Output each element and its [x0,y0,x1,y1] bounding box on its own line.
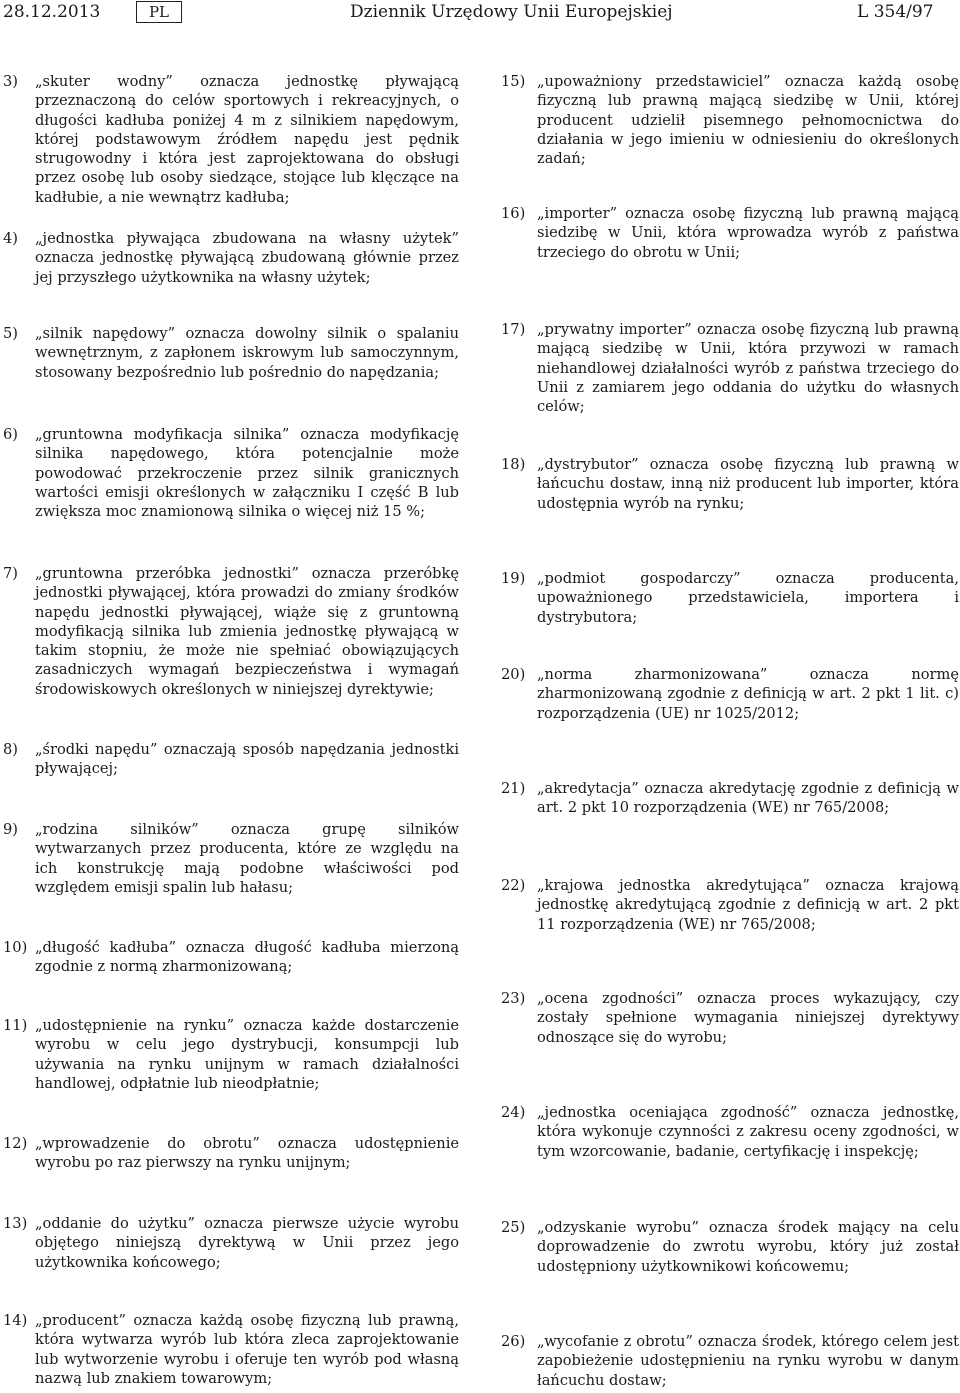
definition-item-17 [501,320,959,416]
item-text: „importer” oznacza osobę fizyczną lub prawną mającą siedzibę w Unii, która wprowadza wyrób z państwa trzeciego do obrotu w Unii; [537,205,959,261]
definition-item-11 [3,1016,459,1093]
item-text: „silnik napędowy” oznacza dowolny silnik o spalaniu wewnętrznym, z zapłonem iskrowym lub samoczynnym, stosowany bezpośrednio lub pośrednio do napędzania; [35,325,459,381]
item-text: „podmiot gospodarczy” oznacza producenta, upoważnionego przedstawiciela, importera i dystrybutora; [537,570,959,626]
definition-item-8 [3,740,459,779]
item-number: 3) [3,73,18,90]
item-text: „wycofanie z obrotu” oznacza środek, którego celem jest zapobieżenie udostępnieniu na rynku wyrobu w danym łańcuchu dostaw; [537,1333,959,1389]
definition-item-19 [501,569,959,627]
item-number: 26) [501,1333,526,1350]
item-text: „prywatny importer” oznacza osobę fizyczną lub prawną mającą siedzibę w Unii, która przywozi w ramach niehandlowej działalności wyrób z państwa trzeciego do Unii z zamiarem jego oddania do użytku do własnych celów; [537,321,959,416]
language-badge: PL [136,1,182,23]
item-text: „skuter wodny” oznacza jednostkę pływającą przeznaczoną do celów sportowych i rekreacyjnych, o długości kadłuba poniżej 4 m z silnikiem napędowym, której podstawowym źródłem napędu jest pędnik strugowodny i która jest zaprojektowana do obsługi przez osobę lub osoby siedzące, stojące lub klęczące na kadłubie, a nie wewnątrz kadłuba; [35,73,459,206]
item-text: „jednostka pływająca zbudowana na własny użytek” oznacza jednostkę pływającą zbudowaną głównie przez jej przyszłego użytkownika na własny użytek; [35,230,459,286]
item-number: 21) [501,780,526,797]
definition-item-16 [501,204,959,262]
definition-item-3 [3,72,459,207]
definition-item-20 [501,665,959,723]
journal-title: Dziennik Urzędowy Unii Europejskiej [350,2,673,22]
definition-item-4 [3,229,459,287]
definition-item-21 [501,779,959,818]
item-text: „rodzina silników” oznacza grupę silników wytwarzanych przez producenta, które ze względu na ich konstrukcję mają podobne właściwości pod względem emisji spalin lub hałasu; [35,821,459,896]
definition-item-14 [3,1311,459,1388]
item-number: 22) [501,877,526,894]
definition-item-13 [3,1214,459,1272]
item-number: 16) [501,205,526,222]
item-number: 12) [3,1135,28,1152]
item-text: „odzyskanie wyrobu” oznacza środek mający na celu doprowadzenie do zwrotu wyrobu, który już został udostępniony użytkownikowi końcowemu; [537,1219,959,1275]
definition-item-24 [501,1103,959,1161]
item-number: 11) [3,1017,28,1034]
item-text: „długość kadłuba” oznacza długość kadłuba mierzoną zgodnie z normą zharmonizowaną; [35,939,459,976]
item-text: „wprowadzenie do obrotu” oznacza udostępnienie wyrobu po raz pierwszy na rynku unijnym; [35,1135,459,1172]
item-number: 6) [3,426,18,443]
item-text: „udostępnienie na rynku” oznacza każde dostarczenie wyrobu w celu jego dystrybucji, konsumpcji lub używania na rynku unijnym w ramach działalności handlowej, odpłatnie lub nieodpłatnie; [35,1017,459,1092]
item-number: 4) [3,230,18,247]
item-number: 7) [3,565,18,582]
page-header [0,0,960,26]
definition-item-26 [501,1332,959,1390]
item-text: „producent” oznacza każdą osobę fizyczną lub prawną, która wytwarza wyrób lub która zleca zaprojektowanie lub wytworzenie wyrobu i oferuje ten wyrób pod własną nazwą lub znakiem towarowym; [35,1312,459,1387]
definition-item-23 [501,989,959,1047]
definition-item-22 [501,876,959,934]
item-number: 23) [501,990,526,1007]
item-number: 8) [3,741,18,758]
item-number: 25) [501,1219,526,1236]
item-number: 5) [3,325,18,342]
definition-item-7 [3,564,459,699]
item-text: „oddanie do użytku” oznacza pierwsze użycie wyrobu objętego niniejszą dyrektywą w Unii przez jego użytkownika końcowego; [35,1215,459,1271]
item-text: „norma zharmonizowana” oznacza normę zharmonizowaną zgodnie z definicją w art. 2 pkt 1 lit. c) rozporządzenia (UE) nr 1025/2012; [537,666,959,722]
item-text: „dystrybutor” oznacza osobę fizyczną lub prawną w łańcuchu dostaw, inną niż producent lub importer, która udostępnia wyrób na rynku; [537,456,959,512]
definition-item-10 [3,938,459,977]
item-number: 17) [501,321,526,338]
item-text: „upoważniony przedstawiciel” oznacza każdą osobę fizyczną lub prawną mającą siedzibę w Unii, której producent udzielił pisemnego pełnomocnictwa do działania w jego imieniu w odniesieniu do określonych zadań; [537,73,959,168]
item-text: „ocena zgodności” oznacza proces wykazujący, czy zostały spełnione wymagania niniejszej dyrektywy odnoszące się do wyrobu; [537,990,959,1046]
item-number: 15) [501,73,526,90]
item-number: 24) [501,1104,526,1121]
item-number: 19) [501,570,526,587]
definition-item-5 [3,324,459,382]
definition-item-25 [501,1218,959,1276]
item-number: 14) [3,1312,28,1329]
publication-date: 28.12.2013 [3,2,101,22]
item-number: 13) [3,1215,28,1232]
item-text: „krajowa jednostka akredytująca” oznacza krajową jednostkę akredytującą zgodnie z definicją w art. 2 pkt 11 rozporządzenia (WE) nr 765/2008; [537,877,959,933]
item-text: „gruntowna przeróbka jednostki” oznacza przeróbkę jednostki pływającej, która prowadzi do zmiany środków napędu jednostki pływającej, wiąże się z gruntowną modyfikacją silnika lub zmienia jednostkę pływającą w takim stopniu, że może nie spełniać obowiązujących zasadniczych wymagań bezpieczeństwa i wymagań środowiskowych określonych w niniejszej dyrektywie; [35,565,459,698]
item-number: 18) [501,456,526,473]
item-number: 20) [501,666,526,683]
item-text: „jednostka oceniająca zgodność” oznacza jednostkę, która wykonuje czynności z zakresu oceny zgodności, w tym wzorcowanie, badanie, certyfikację i inspekcję; [537,1104,959,1160]
definition-item-9 [3,820,459,897]
item-text: „akredytacja” oznacza akredytację zgodnie z definicją w art. 2 pkt 10 rozporządzenia (WE) nr 765/2008; [537,780,959,817]
item-text: „gruntowna modyfikacja silnika” oznacza modyfikację silnika napędowego, która potencjalnie może powodować przekroczenie przez silnik granicznych wartości emisji określonych w załączniku I część B lub zwiększa moc znamionową silnika o więcej niż 15 %; [35,426,459,521]
definition-item-12 [3,1134,459,1173]
definition-item-15 [501,72,959,168]
item-text: „środki napędu” oznaczają sposób napędzania jednostki pływającej; [35,741,459,778]
definition-item-18 [501,455,959,513]
item-number: 10) [3,939,28,956]
definition-item-6 [3,425,459,521]
item-number: 9) [3,821,18,838]
page-reference: L 354/97 [857,2,934,22]
